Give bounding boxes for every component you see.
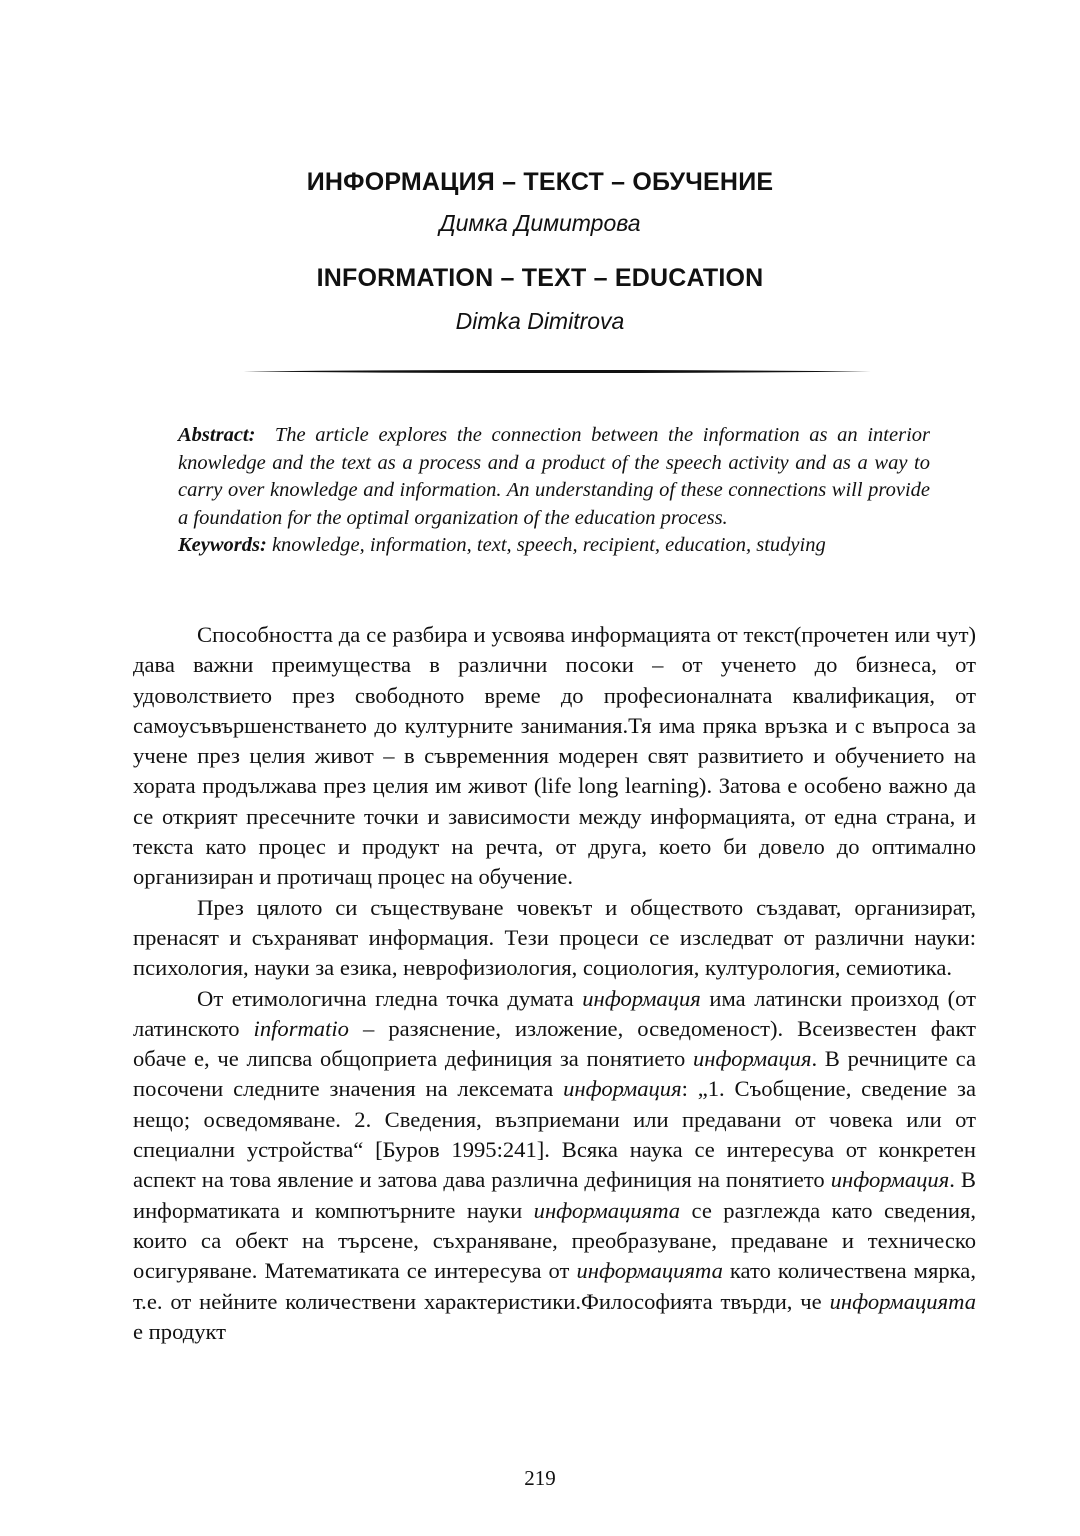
body-text — [133, 620, 976, 1347]
body-paragraph-1: Способността да се разбира и усвоява информацията от текст(прочетен или чут) дава важни преимущества в различни посоки – от ученето до бизнеса, от удоволствието през свободното време до професионалната квалификация, от самоусъвършенстването до културните занимания.Тя има пряка връзка и с въпроса за учене през целия живот – в съвременния модерен свят развитието и обучението на хората продължава през целия им живот (life long learning). Затова е особено важно да се открият пресечните точки и зависимости между информацията, от една страна, и текста като процес и продукт на речта, от друга, което би довело до оптимално организиран и протичащ процес на обучение. — [133, 622, 976, 890]
abstract-label: Abstract: — [178, 424, 256, 446]
text-run: е продукт — [133, 1318, 227, 1344]
text-run: – разяснение, изложение, осведоменост). Всеизвестен факт обаче е, че липсва общоприета дефиниция за понятието — [133, 1015, 976, 1072]
text-run: има латински произход (от латинското — [133, 985, 976, 1041]
author-bulgarian: Димка Димитрова — [439, 210, 641, 236]
text-run: : „1. Съобщение, сведение за нещо; осведомяване. 2. Сведения, възприемани или предавани от човека или от специални устройства“ [Буров 1995:241]. Всяка наука се интересува от конкретен аспект на това явление и затова дава различна дефиниция на понятието — [133, 1076, 976, 1193]
title-english: INFORMATION – TEXT – EDUCATION — [316, 264, 764, 292]
text-run: . В речниците са посочени следните значения на лексемата — [133, 1046, 976, 1102]
italic-term: информация — [830, 1167, 950, 1193]
text-run: се разглежда като сведения, които са обект на търсене, съхраняване, преобразуване, предаване и техническо осигуряване. Математиката се интересува от — [133, 1197, 976, 1284]
italic-term: informatio — [253, 1015, 349, 1041]
italic-term: информацията — [533, 1197, 681, 1223]
divider-swell-line — [243, 369, 871, 374]
title-bulgarian: ИНФОРМАЦИЯ – ТЕКСТ – ОБУЧЕНИЕ — [306, 168, 774, 196]
abstract-text: The article explores the connection between the information as an interior knowledge and the text as a process and a product of the speech activity and as a way to carry over knowledge and information. An understanding of these connections will provide a foundation for the optimal organization of the education process. — [178, 424, 931, 529]
body-paragraph-3 — [133, 984, 976, 1348]
body-paragraph-2: През цялото си съществуване човекът и обществото създават, организират, пренасят и съхраняват информация. Тези процеси се изследват от различни науки: психология, науки за езика, неврофизиология, социология, културология, семиотика. — [133, 894, 976, 981]
keywords-paragraph — [178, 532, 930, 560]
italic-term: информация — [563, 1076, 682, 1102]
title-divider-rule — [243, 369, 871, 374]
page-number: 219 — [524, 1466, 556, 1490]
abstract-block — [178, 422, 930, 560]
text-run: От етимологична гледна точка думата — [197, 985, 583, 1011]
italic-term: информацията — [829, 1288, 976, 1314]
keywords-text: knowledge, information, text, speech, recipient, education, studying — [271, 534, 826, 557]
text-run: като количествена мярка, т.е. от нейните количествени характеристики.Философията твърди, че — [133, 1258, 976, 1314]
italic-term: информация — [692, 1046, 812, 1072]
abstract-paragraph — [178, 422, 930, 532]
italic-term: информацията — [576, 1258, 723, 1284]
text-run: . В информатиката и компютърните науки — [133, 1167, 976, 1223]
italic-term: информация — [582, 985, 701, 1011]
keywords-label: Keywords: — [178, 534, 267, 557]
author-english: Dimka Dimitrova — [455, 308, 625, 334]
